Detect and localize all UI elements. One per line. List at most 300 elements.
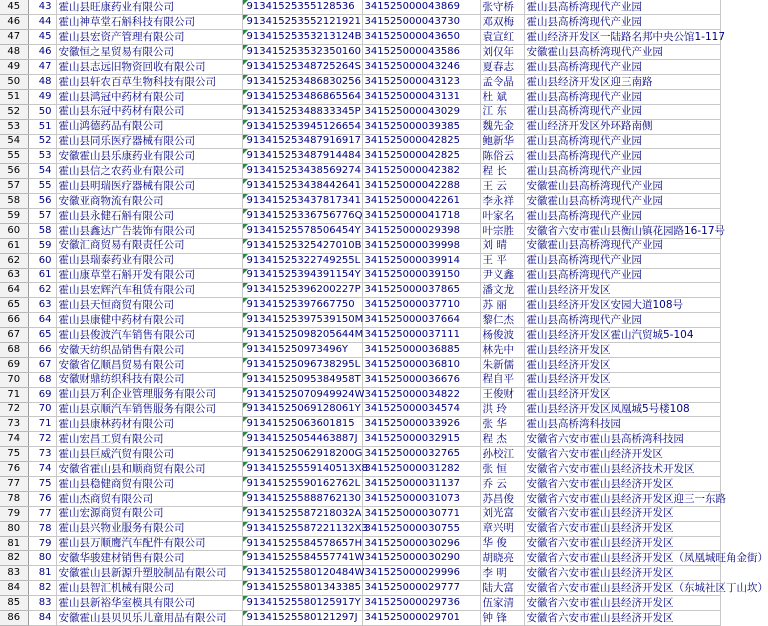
cell-company-name[interactable]: 霍山县同乐医疗器械有限公司 — [56, 134, 242, 149]
cell-credit-code[interactable]: 91341525348833345P — [242, 104, 362, 119]
cell-credit-code[interactable]: 91341525587221132X3 — [242, 521, 362, 536]
cell-credit-code[interactable]: 91341525348725264S — [242, 60, 362, 75]
cell-credit-code[interactable]: 91341525095384958T — [242, 372, 362, 387]
table-row — [0, 328, 720, 343]
cell-legal-person[interactable]: 程 长 — [480, 164, 524, 179]
table-row — [0, 283, 720, 298]
cell-company-name[interactable]: 霍山县稳健商贸有限公司 — [56, 477, 242, 492]
cell-company-name[interactable]: 霍山县永健石斛有限公司 — [56, 208, 242, 223]
cell-seq[interactable]: 59 — [28, 238, 56, 253]
row-header[interactable]: 81 — [0, 536, 28, 551]
cell-company-name[interactable]: 霍山县宏辉汽车租赁有限公司 — [56, 283, 242, 298]
cell-address[interactable]: 安徽省六安市霍山县经济开发区 — [524, 596, 720, 611]
row-header[interactable]: 62 — [0, 253, 28, 268]
cell-seq[interactable]: 71 — [28, 417, 56, 432]
cell-legal-person[interactable]: 钟 锋 — [480, 611, 524, 626]
cell-legal-person[interactable]: 孟令晶 — [480, 74, 524, 89]
cell-credit-code[interactable]: 913415253532350160 — [242, 45, 362, 60]
cell-address[interactable]: 霍山县高桥湾现代产业园 — [524, 268, 720, 283]
cell-registration-number[interactable]: 341525000033926 — [362, 417, 480, 432]
cell-company-name[interactable]: 霍山县万利企业管理服务有限公司 — [56, 387, 242, 402]
cell-address[interactable]: 安徽省六安市霍山县经济开发区（东城社区丁山坎） — [524, 581, 720, 596]
cell-legal-person[interactable]: 洪 玲 — [480, 402, 524, 417]
row-header[interactable]: 82 — [0, 551, 28, 566]
row-header[interactable]: 51 — [0, 89, 28, 104]
cell-credit-code[interactable]: 913415253487914484 — [242, 149, 362, 164]
cell-address[interactable]: 安徽省六安市霍山县经济开发区 — [524, 477, 720, 492]
cell-seq[interactable]: 72 — [28, 432, 56, 447]
cell-address[interactable]: 安徽省六安市霍山县经济开发区 — [524, 611, 720, 626]
cell-company-name[interactable]: 霍山县轩农百草生物科技有限公司 — [56, 74, 242, 89]
cell-legal-person[interactable]: 王 平 — [480, 253, 524, 268]
cell-legal-person[interactable]: 乔 云 — [480, 477, 524, 492]
cell-company-name[interactable]: 安徽霍山县乐康药业有限公司 — [56, 149, 242, 164]
row-header[interactable]: 83 — [0, 566, 28, 581]
cell-legal-person[interactable]: 孙校江 — [480, 447, 524, 462]
row-header[interactable]: 45 — [0, 0, 28, 15]
cell-company-name[interactable]: 霍山县俊波汽车销售有限公司 — [56, 328, 242, 343]
cell-company-name[interactable]: 安徽华骏建材销售有限公司 — [56, 551, 242, 566]
cell-address[interactable]: 安徽霍山县高桥湾现代产业园 — [524, 45, 720, 60]
cell-registration-number[interactable]: 341525000031073 — [362, 491, 480, 506]
cell-registration-number[interactable]: 341525000043131 — [362, 89, 480, 104]
cell-credit-code[interactable]: 913415250973496Y — [242, 342, 362, 357]
cell-legal-person[interactable]: 程自平 — [480, 372, 524, 387]
cell-seq[interactable]: 61 — [28, 268, 56, 283]
cell-legal-person[interactable]: 叶宗胜 — [480, 223, 524, 238]
cell-legal-person[interactable]: 杨俊波 — [480, 328, 524, 343]
cell-address[interactable]: 安徽省六安市霍山县经济开发区 — [524, 506, 720, 521]
cell-company-name[interactable]: 安徽财鼎纺织科技有限公司 — [56, 372, 242, 387]
cell-registration-number[interactable]: 341525000036810 — [362, 357, 480, 372]
cell-address[interactable]: 霍山县经济开发区 — [524, 387, 720, 402]
cell-seq[interactable]: 44 — [28, 15, 56, 30]
row-header[interactable]: 53 — [0, 119, 28, 134]
cell-registration-number[interactable]: 341525000029736 — [362, 596, 480, 611]
cell-credit-code[interactable]: 91341525070949924W — [242, 387, 362, 402]
row-header[interactable]: 70 — [0, 372, 28, 387]
cell-credit-code[interactable]: 913415253552121921 — [242, 15, 362, 30]
table-row — [0, 223, 720, 238]
cell-registration-number[interactable]: 341525000043586 — [362, 45, 480, 60]
cell-seq[interactable]: 79 — [28, 536, 56, 551]
cell-seq[interactable]: 66 — [28, 342, 56, 357]
cell-legal-person[interactable]: 张守桥 — [480, 0, 524, 15]
cell-address[interactable]: 霍山县经济开发区安园大道108号 — [524, 298, 720, 313]
cell-seq[interactable]: 63 — [28, 298, 56, 313]
cell-credit-code[interactable]: 91341525322749255L — [242, 253, 362, 268]
cell-legal-person[interactable]: 伍家清 — [480, 596, 524, 611]
cell-registration-number[interactable]: 341525000042288 — [362, 179, 480, 194]
row-header[interactable]: 86 — [0, 611, 28, 626]
cell-credit-code[interactable]: 913415253945126654 — [242, 119, 362, 134]
row-header[interactable]: 85 — [0, 596, 28, 611]
cell-credit-code[interactable]: 913415253487916917 — [242, 134, 362, 149]
cell-seq[interactable]: 76 — [28, 491, 56, 506]
cell-seq[interactable]: 49 — [28, 89, 56, 104]
cell-credit-code[interactable]: 91341525098205644M — [242, 328, 362, 343]
cell-company-name[interactable]: 安徽恒之星贸易有限公司 — [56, 45, 242, 60]
cell-seq[interactable]: 58 — [28, 223, 56, 238]
cell-company-name[interactable]: 霍山县瑞泰药业有限公司 — [56, 253, 242, 268]
cell-seq[interactable]: 45 — [28, 30, 56, 45]
row-header[interactable]: 52 — [0, 104, 28, 119]
cell-legal-person[interactable]: 李永祥 — [480, 194, 524, 209]
cell-seq[interactable]: 68 — [28, 372, 56, 387]
cell-seq[interactable]: 60 — [28, 253, 56, 268]
row-header[interactable]: 71 — [0, 387, 28, 402]
cell-company-name[interactable]: 霍山县新裕华室模具有限公司 — [56, 596, 242, 611]
cell-credit-code[interactable]: 91341525578506454Y — [242, 223, 362, 238]
cell-credit-code[interactable]: 913415255888762130 — [242, 491, 362, 506]
cell-registration-number[interactable]: 341525000039150 — [362, 268, 480, 283]
cell-registration-number[interactable]: 341525000042382 — [362, 164, 480, 179]
cell-credit-code[interactable]: 91341525325427010B — [242, 238, 362, 253]
cell-registration-number[interactable]: 341525000030290 — [362, 551, 480, 566]
row-header[interactable]: 75 — [0, 447, 28, 462]
cell-registration-number[interactable]: 341525000042825 — [362, 149, 480, 164]
cell-address[interactable]: 霍山县高桥湾现代产业园 — [524, 208, 720, 223]
cell-legal-person[interactable]: 程 杰 — [480, 432, 524, 447]
table-row — [0, 298, 720, 313]
row-header[interactable]: 54 — [0, 134, 28, 149]
cell-address[interactable]: 安徽省六安市霍山县经济开发区 — [524, 566, 720, 581]
cell-company-name[interactable]: 安徽汇商贸易有限责任公司 — [56, 238, 242, 253]
cell-seq[interactable]: 43 — [28, 0, 56, 15]
row-header[interactable]: 61 — [0, 238, 28, 253]
cell-company-name[interactable]: 霍山县智汇机械有限公司 — [56, 581, 242, 596]
cell-seq[interactable]: 46 — [28, 45, 56, 60]
cell-legal-person[interactable]: 陆大富 — [480, 581, 524, 596]
cell-legal-person[interactable]: 杜 斌 — [480, 89, 524, 104]
cell-seq[interactable]: 70 — [28, 402, 56, 417]
cell-credit-code[interactable]: 913415255801343385 — [242, 581, 362, 596]
cell-legal-person[interactable]: 张 恒 — [480, 462, 524, 477]
row-header[interactable]: 57 — [0, 179, 28, 194]
cell-registration-number[interactable]: 341525000043730 — [362, 15, 480, 30]
cell-legal-person[interactable]: 林先中 — [480, 342, 524, 357]
row-header[interactable]: 79 — [0, 506, 28, 521]
cell-seq[interactable]: 57 — [28, 208, 56, 223]
cell-seq[interactable]: 75 — [28, 477, 56, 492]
cell-legal-person[interactable]: 夏春志 — [480, 60, 524, 75]
cell-seq[interactable]: 73 — [28, 447, 56, 462]
cell-seq[interactable]: 56 — [28, 194, 56, 209]
cell-address[interactable]: 霍山县高桥湾现代产业园 — [524, 60, 720, 75]
cell-address[interactable]: 霍山县经济开发区霍山汽贸城5-104 — [524, 328, 720, 343]
cell-registration-number[interactable]: 341525000037111 — [362, 328, 480, 343]
cell-credit-code[interactable]: 91341525336756776Q — [242, 208, 362, 223]
cell-seq[interactable]: 55 — [28, 179, 56, 194]
cell-company-name[interactable]: 霍山县康林药材有限公司 — [56, 417, 242, 432]
cell-legal-person[interactable]: 叶家名 — [480, 208, 524, 223]
cell-credit-code[interactable]: 91341525396200227P — [242, 283, 362, 298]
cell-registration-number[interactable]: 341525000043246 — [362, 60, 480, 75]
cell-seq[interactable]: 84 — [28, 611, 56, 626]
cell-address[interactable]: 霍山县高桥湾现代产业园 — [524, 104, 720, 119]
cell-registration-number[interactable]: 341525000039914 — [362, 253, 480, 268]
row-header[interactable]: 55 — [0, 149, 28, 164]
cell-company-name[interactable]: 霍山县信之农药业有限公司 — [56, 164, 242, 179]
cell-address[interactable]: 霍山县经济开发区 — [524, 372, 720, 387]
cell-seq[interactable]: 51 — [28, 119, 56, 134]
row-header[interactable]: 65 — [0, 298, 28, 313]
cell-seq[interactable]: 81 — [28, 566, 56, 581]
cell-registration-number[interactable]: 341525000036676 — [362, 372, 480, 387]
cell-registration-number[interactable]: 341525000043029 — [362, 104, 480, 119]
cell-legal-person[interactable]: 华 俊 — [480, 536, 524, 551]
cell-company-name[interactable]: 安徽省亿顺昌贸易有限公司 — [56, 357, 242, 372]
cell-seq[interactable]: 47 — [28, 60, 56, 75]
cell-registration-number[interactable]: 341525000029701 — [362, 611, 480, 626]
cell-seq[interactable]: 48 — [28, 74, 56, 89]
cell-registration-number[interactable]: 341525000037710 — [362, 298, 480, 313]
cell-credit-code[interactable]: 91341525353213124B — [242, 30, 362, 45]
cell-address[interactable]: 安徽霍山县高桥湾现代产业园 — [524, 194, 720, 209]
cell-credit-code[interactable]: 91341525580121297J — [242, 611, 362, 626]
cell-address[interactable]: 安徽省六安市霍山县衡山镇花园路16-17号 — [524, 223, 720, 238]
cell-address[interactable]: 安徽霍山县高桥湾现代产业园 — [524, 238, 720, 253]
cell-address[interactable]: 霍山县高桥湾现代产业园 — [524, 253, 720, 268]
cell-address[interactable]: 霍山县高桥湾现代产业园 — [524, 149, 720, 164]
cell-company-name[interactable]: 霍山县明瑞医疗器械有限公司 — [56, 179, 242, 194]
cell-legal-person[interactable]: 潘文龙 — [480, 283, 524, 298]
cell-company-name[interactable]: 安徽霍山县贝贝乐儿童用品有限公司 — [56, 611, 242, 626]
cell-legal-person[interactable]: 王俊财 — [480, 387, 524, 402]
cell-address[interactable]: 霍山县高桥湾现代产业园 — [524, 15, 720, 30]
cell-address[interactable]: 霍山县高桥湾现代产业园 — [524, 313, 720, 328]
row-header[interactable]: 80 — [0, 521, 28, 536]
cell-address[interactable]: 安徽省六安市霍山县经济开发区（凤凰城旺角金街） — [524, 551, 720, 566]
cell-legal-person[interactable]: 黎仁杰 — [480, 313, 524, 328]
cell-registration-number[interactable]: 341525000029777 — [362, 581, 480, 596]
cell-registration-number[interactable]: 341525000037865 — [362, 283, 480, 298]
cell-company-name[interactable]: 霍山县志远旧物资回收有限公司 — [56, 60, 242, 75]
cell-seq[interactable]: 74 — [28, 462, 56, 477]
cell-company-name[interactable]: 霍山县天恒商贸有限公司 — [56, 298, 242, 313]
cell-seq[interactable]: 77 — [28, 506, 56, 521]
cell-company-name[interactable]: 安徽亚商物流有限公司 — [56, 194, 242, 209]
cell-registration-number[interactable]: 341525000042261 — [362, 194, 480, 209]
cell-company-name[interactable]: 霍山宏源商贸有限公司 — [56, 506, 242, 521]
table-row — [0, 402, 720, 417]
cell-credit-code[interactable]: 91341525054463887J — [242, 432, 362, 447]
cell-address[interactable]: 安徽省六安市霍山经济开发区 — [524, 447, 720, 462]
row-header[interactable]: 66 — [0, 313, 28, 328]
cell-registration-number[interactable]: 341525000042825 — [362, 134, 480, 149]
cell-address[interactable]: 安徽省六安市霍山县经济技术开发区 — [524, 462, 720, 477]
cell-registration-number[interactable]: 341525000032765 — [362, 447, 480, 462]
cell-credit-code[interactable]: 91341525355128536 — [242, 0, 362, 15]
cell-seq[interactable]: 62 — [28, 283, 56, 298]
cell-company-name[interactable]: 霍山康草堂石斛开发有限公司 — [56, 268, 242, 283]
cell-company-name[interactable]: 霍山县兴物业服务有限公司 — [56, 521, 242, 536]
row-header[interactable]: 67 — [0, 328, 28, 343]
cell-company-name[interactable]: 霍山县康健中药材有限公司 — [56, 313, 242, 328]
row-header[interactable]: 68 — [0, 342, 28, 357]
cell-company-name[interactable]: 霍山神草堂石斛科技有限公司 — [56, 15, 242, 30]
cell-credit-code[interactable]: 91341525580120484W — [242, 566, 362, 581]
cell-address[interactable]: 霍山县高桥湾现代产业园 — [524, 164, 720, 179]
row-header[interactable]: 60 — [0, 223, 28, 238]
cell-credit-code[interactable]: 913415253438569274 — [242, 164, 362, 179]
cell-credit-code[interactable]: 91341525069128061Y — [242, 402, 362, 417]
cell-address[interactable]: 霍山县高桥湾现代产业园 — [524, 0, 720, 15]
row-header[interactable]: 72 — [0, 402, 28, 417]
cell-company-name[interactable]: 安徽天纺织品销售有限公司 — [56, 342, 242, 357]
cell-seq[interactable]: 78 — [28, 521, 56, 536]
cell-credit-code[interactable]: 91341525584557741W — [242, 551, 362, 566]
cell-registration-number[interactable]: 341525000034574 — [362, 402, 480, 417]
row-header[interactable]: 77 — [0, 477, 28, 492]
row-header[interactable]: 76 — [0, 462, 28, 477]
cell-registration-number[interactable]: 341525000030771 — [362, 506, 480, 521]
cell-address[interactable]: 安徽省六安市霍山县经济开发区 — [524, 536, 720, 551]
row-header[interactable]: 84 — [0, 581, 28, 596]
cell-legal-person[interactable]: 苏 丽 — [480, 298, 524, 313]
cell-registration-number[interactable]: 341525000039385 — [362, 119, 480, 134]
cell-company-name[interactable]: 霍山县鸿冠中药材有限公司 — [56, 89, 242, 104]
cell-legal-person[interactable]: 章兴明 — [480, 521, 524, 536]
cell-legal-person[interactable]: 朱新儒 — [480, 357, 524, 372]
cell-registration-number[interactable]: 341525000030755 — [362, 521, 480, 536]
cell-seq[interactable]: 52 — [28, 134, 56, 149]
cell-legal-person[interactable]: 陈俗云 — [480, 149, 524, 164]
cell-seq[interactable]: 82 — [28, 581, 56, 596]
cell-registration-number[interactable]: 341525000032915 — [362, 432, 480, 447]
cell-legal-person[interactable]: 刘 晴 — [480, 238, 524, 253]
cell-legal-person[interactable]: 王 云 — [480, 179, 524, 194]
cell-registration-number[interactable]: 341525000029996 — [362, 566, 480, 581]
cell-legal-person[interactable]: 魏先金 — [480, 119, 524, 134]
row-header[interactable]: 63 — [0, 268, 28, 283]
cell-credit-code[interactable]: 91341525584578657H — [242, 536, 362, 551]
cell-credit-code[interactable]: 91341525063601815 — [242, 417, 362, 432]
cell-company-name[interactable]: 霍山县旺康药业有限公司 — [56, 0, 242, 15]
cell-credit-code[interactable]: 91341525397667750 — [242, 298, 362, 313]
cell-legal-person[interactable]: 鲍新华 — [480, 134, 524, 149]
cell-seq[interactable]: 64 — [28, 313, 56, 328]
cell-address[interactable]: 霍山经济开发区一陆路名邦中央公馆1-117 — [524, 30, 720, 45]
cell-company-name[interactable]: 霍山宏昌工贸有限公司 — [56, 432, 242, 447]
cell-address[interactable]: 霍山县高桥湾现代产业园 — [524, 134, 720, 149]
cell-credit-code[interactable]: 913415253437817341 — [242, 194, 362, 209]
cell-registration-number[interactable]: 341525000037664 — [362, 313, 480, 328]
row-header[interactable]: 48 — [0, 45, 28, 60]
cell-address[interactable]: 安徽省六安市霍山县经济开发区 — [524, 521, 720, 536]
cell-address[interactable]: 霍山经济开发区外环路南侧 — [524, 119, 720, 134]
cell-credit-code[interactable]: 91341525590162762L — [242, 477, 362, 492]
cell-credit-code[interactable]: 91341525587218032A — [242, 506, 362, 521]
cell-registration-number[interactable]: 341525000036885 — [362, 342, 480, 357]
cell-registration-number[interactable]: 341525000043869 — [362, 0, 480, 15]
cell-credit-code[interactable]: 91341525096738295L — [242, 357, 362, 372]
cell-seq[interactable]: 80 — [28, 551, 56, 566]
cell-registration-number[interactable]: 341525000030296 — [362, 536, 480, 551]
cell-registration-number[interactable]: 341525000043123 — [362, 74, 480, 89]
cell-seq[interactable]: 69 — [28, 387, 56, 402]
cell-address[interactable]: 霍山县经济开发区 — [524, 283, 720, 298]
cell-company-name[interactable]: 霍山县巨威汽贸有限公司 — [56, 447, 242, 462]
cell-credit-code[interactable]: 91341525397539150M — [242, 313, 362, 328]
row-header[interactable]: 58 — [0, 194, 28, 209]
cell-seq[interactable]: 50 — [28, 104, 56, 119]
cell-company-name[interactable]: 霍山县东冠中药材有限公司 — [56, 104, 242, 119]
cell-company-name[interactable]: 霍山县鑫达广告装饰有限公司 — [56, 223, 242, 238]
cell-legal-person[interactable]: 苏昌俊 — [480, 491, 524, 506]
cell-seq[interactable]: 83 — [28, 596, 56, 611]
cell-seq[interactable]: 54 — [28, 164, 56, 179]
cell-registration-number[interactable]: 341525000039998 — [362, 238, 480, 253]
row-header[interactable]: 46 — [0, 15, 28, 30]
cell-address[interactable]: 安徽霍山县高桥湾现代产业园 — [524, 179, 720, 194]
cell-address[interactable]: 霍山县高桥湾现代产业园 — [524, 89, 720, 104]
cell-registration-number[interactable]: 341525000031137 — [362, 477, 480, 492]
cell-company-name[interactable]: 安徽霍山县新源升塑胶制品有限公司 — [56, 566, 242, 581]
cell-address[interactable]: 安徽省六安市霍山县高桥湾科技园 — [524, 432, 720, 447]
cell-address[interactable]: 霍山县经济开发区凤凰城5号楼108 — [524, 402, 720, 417]
cell-company-name[interactable]: 霍山县宏资产管理有限公司 — [56, 30, 242, 45]
row-header[interactable]: 74 — [0, 432, 28, 447]
cell-company-name[interactable]: 霍山鸿德药品有限公司 — [56, 119, 242, 134]
cell-company-name[interactable]: 霍山县万顺鹰汽车配件有限公司 — [56, 536, 242, 551]
cell-legal-person[interactable]: 胡晓亮 — [480, 551, 524, 566]
cell-address[interactable]: 霍山县经济开发区迎三南路 — [524, 74, 720, 89]
cell-legal-person[interactable]: 江 东 — [480, 104, 524, 119]
row-header[interactable]: 47 — [0, 30, 28, 45]
cell-legal-person[interactable]: 张 华 — [480, 417, 524, 432]
cell-seq[interactable]: 53 — [28, 149, 56, 164]
table-row — [0, 596, 720, 611]
cell-legal-person[interactable]: 刘光富 — [480, 506, 524, 521]
cell-credit-code[interactable]: 91341525062918200G — [242, 447, 362, 462]
cell-address[interactable]: 安徽省六安市霍山县经济开发区迎三一东路 — [524, 491, 720, 506]
row-header[interactable]: 73 — [0, 417, 28, 432]
cell-registration-number[interactable]: 341525000041718 — [362, 208, 480, 223]
cell-legal-person[interactable]: 李 明 — [480, 566, 524, 581]
cell-company-name[interactable]: 霍山杰商贸有限公司 — [56, 491, 242, 506]
row-header[interactable]: 56 — [0, 164, 28, 179]
cell-credit-code[interactable]: 91341525394391154Y — [242, 268, 362, 283]
cell-credit-code[interactable]: 91341525559140513X8 — [242, 462, 362, 477]
row-header[interactable]: 69 — [0, 357, 28, 372]
cell-company-name[interactable]: 安徽省霍山县和顺商贸有限公司 — [56, 462, 242, 477]
cell-registration-number[interactable]: 341525000043650 — [362, 30, 480, 45]
cell-legal-person[interactable]: 袁宣红 — [480, 30, 524, 45]
cell-company-name[interactable]: 霍山县京顺汽车销售服务有限公司 — [56, 402, 242, 417]
cell-legal-person[interactable]: 尹义鑫 — [480, 268, 524, 283]
cell-registration-number[interactable]: 341525000034822 — [362, 387, 480, 402]
cell-credit-code[interactable]: 91341525580125917Y — [242, 596, 362, 611]
row-header[interactable]: 50 — [0, 74, 28, 89]
cell-address[interactable]: 霍山县经济开发区 — [524, 357, 720, 372]
row-header[interactable]: 49 — [0, 60, 28, 75]
cell-credit-code[interactable]: 913415253486865564 — [242, 89, 362, 104]
cell-credit-code[interactable]: 913415253438442641 — [242, 179, 362, 194]
cell-seq[interactable]: 65 — [28, 328, 56, 343]
row-header[interactable]: 78 — [0, 491, 28, 506]
cell-registration-number[interactable]: 341525000029398 — [362, 223, 480, 238]
cell-seq[interactable]: 67 — [28, 357, 56, 372]
cell-credit-code[interactable]: 913415253486830256 — [242, 74, 362, 89]
cell-address[interactable]: 霍山县经济开发区 — [524, 342, 720, 357]
cell-legal-person[interactable]: 刘仅年 — [480, 45, 524, 60]
row-header[interactable]: 59 — [0, 208, 28, 223]
cell-address[interactable]: 霍山县高桥湾科技园 — [524, 417, 720, 432]
cell-registration-number[interactable]: 341525000031282 — [362, 462, 480, 477]
cell-legal-person[interactable]: 邓双梅 — [480, 15, 524, 30]
row-header[interactable]: 64 — [0, 283, 28, 298]
